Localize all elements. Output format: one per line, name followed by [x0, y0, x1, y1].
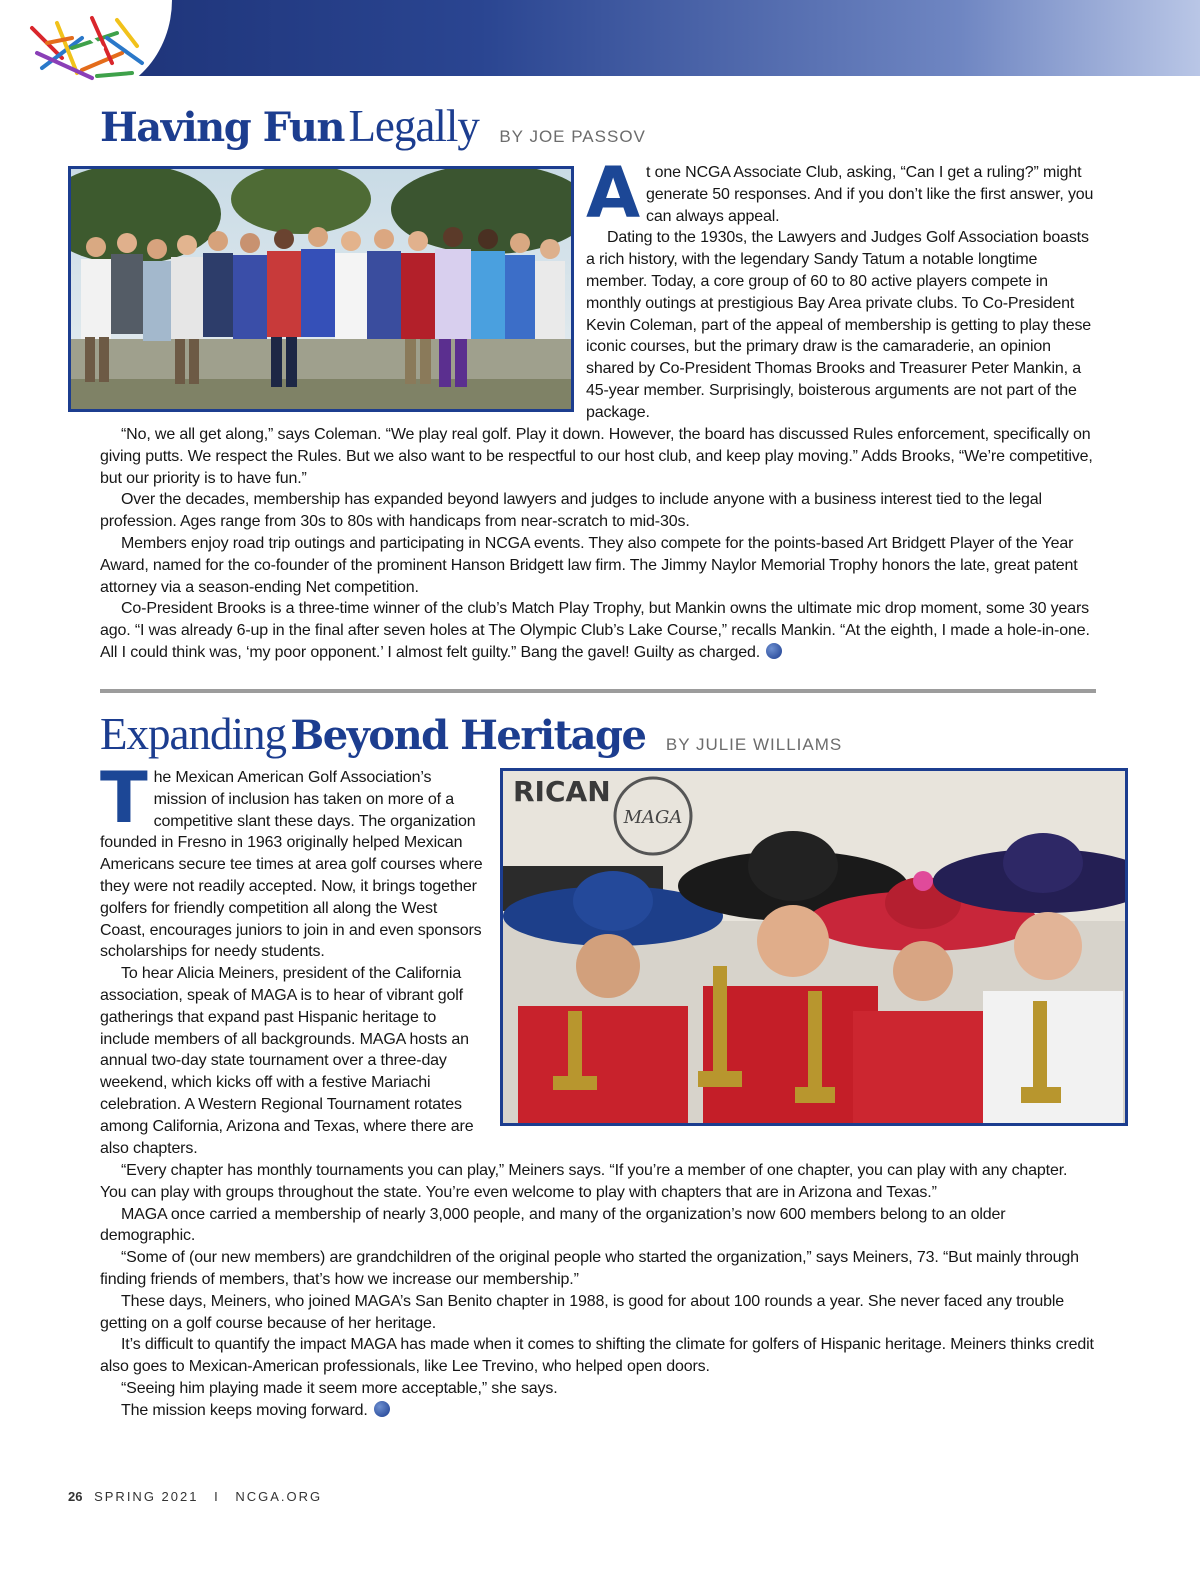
article1-paragraph-1: At one NCGA Associate Club, asking, “Can I get a ruling?” might generate 50 responses. And if you don’t like the first answer, you can always appeal.: [586, 152, 1094, 234]
photo-banner-text: RICAN: [513, 775, 611, 808]
article2-paragraph-9: The mission keeps moving forward.: [100, 1400, 1096, 1422]
article1-body-column: [586, 152, 1096, 424]
article1-paragraph-5: Members enjoy road trip outings and participating in NCGA events. They also compete for the points-based Art Bridgett Player of the Year Award, named for the co-founder of the prominent Hanson Bridgett law firm. The Jimmy Naylor Memorial Trophy honors the late, great patent attorney via a season-ending Net competition.: [100, 534, 1078, 596]
photo-maga-logo: MAGA: [623, 807, 683, 828]
article2-photo-maga: [500, 768, 1128, 1126]
article1-paragraph-6: Co-President Brooks is a three-time winner of the club’s Match Play Trophy, but Mankin owns the ultimate mic drop moment, some 30 years ago. “I was already 6-up in the final after seven holes at The Olympic Club’s Lake Course,” recalls Mankin. “At the eighth, I made a hole-in-one. All I could think was, ‘my poor opponent.’ I almost felt guilty.” Bang the gavel! Guilty as charged.: [100, 600, 1090, 661]
article2-body-column: [100, 757, 486, 1159]
article1-byline: BY JOE PASSOV: [499, 127, 646, 147]
article2-paragraph-5: “Some of (our new members) are grandchildren of the original people who started the organization,” says Meiners, 73. “But mainly through finding friends of members, that’s how we increase our membership.”: [100, 1249, 1079, 1288]
article1-paragraph-2: Dating to the 1930s, the Lawyers and Judges Golf Association boasts a rich history, with the legendary Sandy Tatum a notable longtime member. Today, a core group of 60 to 80 active players compete in monthly outings at prestigious Bay Area private clubs. To Co-President Kevin Coleman, part of the appeal of membership is getting to play these iconic courses, but the primary draw is the camaraderie, an opinion shared by Co-President Thomas Brooks and Treasurer Peter Mankin, a 45-year member. Surprisingly, boisterous arguments are not part of the package.: [586, 229, 1092, 421]
article2-body-full: [100, 1160, 1096, 1422]
article2-headline: [100, 709, 843, 759]
article1-photo-group: [68, 166, 574, 412]
article2-paragraph-3: “Every chapter has monthly tournaments you can play,” Meiners says. “If you’re a member of one chapter, you can play with any chapter. You can play with groups throughout the state. You’re even welcome to play with chapters that are in Arizona and Texas.”: [100, 1162, 1068, 1201]
article1-body-full: [100, 424, 1096, 664]
page-footer: [68, 1489, 322, 1504]
golf-tees-art: [0, 0, 172, 98]
header-band: [0, 0, 1200, 76]
article2-title-bold: Beyond Heritage: [290, 712, 646, 759]
article1-dropcap: A: [586, 152, 641, 234]
article2-paragraph-1: The Mexican American Golf Association’s mission of inclusion has taken on more of a competitive slant these days. The organization founded in Fresno in 1963 originally helped Mexican Americans secure tee times at area golf courses where they were not readily accepted. Now, it brings together golfers for friendly competition all along the West Coast, encourages juniors to join in and even sponsors scholarships for needy students.: [100, 757, 483, 961]
article2-title-light: Expanding: [100, 709, 286, 759]
site-link[interactable]: NCGA.ORG: [235, 1489, 323, 1504]
golf-tees-icon: [22, 8, 152, 88]
article2-paragraph-2: To hear Alicia Meiners, president of the California association, speak of MAGA is to hear of vibrant golf gatherings that expand past Hispanic heritage to include members of all backgrounds. MAGA hosts an annual two-day state tournament over a three-day weekend, which kicks off with a festive Mariachi celebration. A Western Regional Tournament rotates among California, Arizona and Texas, where there are also chapters.: [100, 965, 474, 1157]
article1-paragraph-3: “No, we all get along,” says Coleman. “We play real golf. Play it down. However, the board has discussed Rules enforcement, specifically on giving putts. We respect the Rules. But we also want to be respectful to our host club, and keep play moving.” Adds Brooks, “We’re competitive, but our priority is to have fun.”: [100, 426, 1093, 487]
article1-title-bold: Having Fun: [100, 104, 344, 151]
section-divider: [100, 689, 1096, 693]
page-number: 26: [68, 1489, 83, 1504]
issue-label: SPRING 2021: [94, 1489, 199, 1504]
article2-byline: BY JULIE WILLIAMS: [665, 735, 843, 755]
article2-paragraph-8: “Seeing him playing made it seem more acceptable,” she says.: [121, 1379, 558, 1397]
article2-paragraph-7: It’s difficult to quantify the impact MAGA has made when it comes to shifting the climate for golfers of Hispanic heritage. Meiners thinks credit also goes to Mexican-American professionals, like Lee Trevino, who helped open doors.: [100, 1336, 1094, 1376]
ncga-end-mark-icon-2: [374, 1401, 390, 1417]
article1-paragraph-4: Over the decades, membership has expanded beyond lawyers and judges to include anyone with a business interest tied to the legal profession. Ages range from 30s to 80s with handicaps from near-scratch to mid-30s.: [100, 491, 1042, 531]
article2-dropcap: T: [100, 757, 148, 839]
article2-paragraph-4: MAGA once carried a membership of nearly 3,000 people, and many of the organization’s now 600 members belong to an older demographic.: [100, 1205, 1006, 1245]
ncga-end-mark-icon: [766, 643, 782, 659]
article2-paragraph-6: These days, Meiners, who joined MAGA’s San Benito chapter in 1988, is good for about 100 rounds a year. She never faced any trouble getting on a golf course because of her heritage.: [100, 1292, 1065, 1332]
article1-headline: [100, 101, 646, 151]
article1-title-light: Legally: [348, 101, 479, 151]
footer-separator: I: [214, 1489, 220, 1504]
